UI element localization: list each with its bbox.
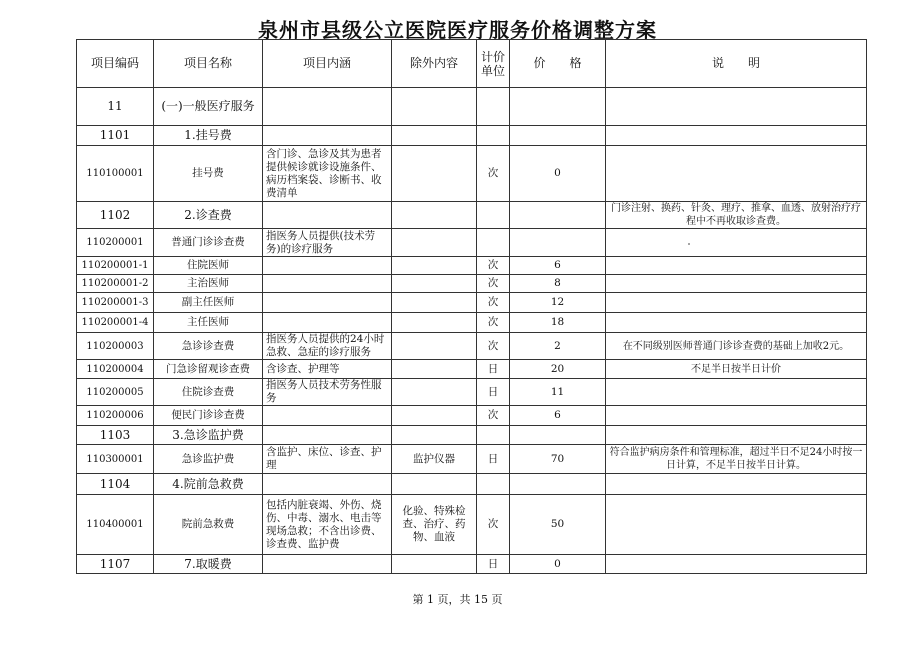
cell-excluded [392, 333, 477, 360]
cell-unit [477, 474, 510, 495]
cell-name: 4.院前急救费 [154, 474, 263, 495]
cell-name: 主任医师 [154, 313, 263, 333]
cell-price [510, 229, 606, 257]
cell-content [263, 406, 392, 426]
cell-unit [477, 126, 510, 146]
cell-content [263, 275, 392, 293]
cell-unit: 次 [477, 146, 510, 202]
cell-price: 12 [510, 293, 606, 313]
cell-price: 0 [510, 555, 606, 574]
cell-excluded [392, 379, 477, 406]
cell-excluded [392, 146, 477, 202]
cell-remarks: 门诊注射、换药、针灸、理疗、推拿、血透、放射治疗疗程中不再收取诊查费。 [606, 202, 867, 229]
cell-code: 1107 [77, 555, 154, 574]
cell-code: 1104 [77, 474, 154, 495]
cell-name: 院前急救费 [154, 495, 263, 555]
cell-code: 110300001 [77, 445, 154, 474]
cell-remarks [606, 229, 867, 257]
cell-remarks [606, 257, 867, 275]
table-row [77, 474, 867, 495]
table-row [77, 257, 867, 275]
cell-remarks [606, 406, 867, 426]
cell-unit [477, 88, 510, 126]
table-row [77, 426, 867, 445]
cell-content: 含门诊、急诊及其为患者提供候诊就诊设施条件、病历档案袋、诊断书、收费清单 [263, 146, 392, 202]
cell-excluded [392, 293, 477, 313]
header-remarks: 说 明 [606, 40, 867, 88]
cell-content [263, 313, 392, 333]
cell-excluded [392, 474, 477, 495]
cell-name: 1.挂号费 [154, 126, 263, 146]
cell-name: 急诊监护费 [154, 445, 263, 474]
cell-content [263, 293, 392, 313]
cell-price: 11 [510, 379, 606, 406]
cell-remarks [606, 293, 867, 313]
cell-remarks [606, 555, 867, 574]
cell-name: 2.诊查费 [154, 202, 263, 229]
cell-content: 指医务人员提供的24小时急救、急症的诊疗服务 [263, 333, 392, 360]
header-unit: 计价单位 [477, 40, 510, 88]
table-header-row [77, 40, 867, 88]
cell-remarks: 在不同级别医师普通门诊诊查费的基础上加收2元。 [606, 333, 867, 360]
cell-code: 110400001 [77, 495, 154, 555]
cell-price: 18 [510, 313, 606, 333]
cell-unit: 次 [477, 293, 510, 313]
table-row [77, 333, 867, 360]
cell-price: 0 [510, 146, 606, 202]
cell-name: 便民门诊诊查费 [154, 406, 263, 426]
table-row [77, 146, 867, 202]
cell-excluded: 监护仪器 [392, 445, 477, 474]
cell-unit: 次 [477, 406, 510, 426]
header-price: 价 格 [510, 40, 606, 88]
cell-price [510, 126, 606, 146]
cell-unit [477, 426, 510, 445]
cell-excluded [392, 257, 477, 275]
cell-content: 含诊查、护理等 [263, 360, 392, 379]
cell-name: 住院医师 [154, 257, 263, 275]
table-row [77, 88, 867, 126]
table-row [77, 126, 867, 146]
page-title: 泉州市县级公立医院医疗服务价格调整方案 [258, 18, 657, 42]
cell-excluded [392, 275, 477, 293]
cell-name: 门急诊留观诊查费 [154, 360, 263, 379]
cell-unit: 日 [477, 360, 510, 379]
cell-unit: 次 [477, 333, 510, 360]
cell-code: 11 [77, 88, 154, 126]
cell-content: 指医务人员提供(技术劳务)的诊疗服务 [263, 229, 392, 257]
cell-price [510, 202, 606, 229]
scan-speck [688, 243, 690, 245]
cell-name: 3.急诊监护费 [154, 426, 263, 445]
page-footer: 第 1 页，共 15 页 [412, 593, 503, 606]
cell-remarks [606, 379, 867, 406]
cell-price: 70 [510, 445, 606, 474]
cell-content [263, 126, 392, 146]
cell-content [263, 257, 392, 275]
cell-price: 6 [510, 406, 606, 426]
cell-price: 50 [510, 495, 606, 555]
cell-remarks [606, 426, 867, 445]
cell-excluded [392, 126, 477, 146]
cell-excluded [392, 202, 477, 229]
cell-price: 6 [510, 257, 606, 275]
cell-name: 主治医师 [154, 275, 263, 293]
cell-code: 110200001 [77, 229, 154, 257]
cell-code: 110200001-1 [77, 257, 154, 275]
cell-excluded [392, 555, 477, 574]
header-content: 项目内涵 [263, 40, 392, 88]
cell-remarks [606, 313, 867, 333]
cell-content [263, 202, 392, 229]
cell-content: 包括内脏衰竭、外伤、烧伤、中毒、溺水、电击等现场急救；不含出诊费、诊查费、监护费 [263, 495, 392, 555]
table-row [77, 202, 867, 229]
cell-name: 普通门诊诊查费 [154, 229, 263, 257]
cell-unit: 日 [477, 379, 510, 406]
cell-code: 110200004 [77, 360, 154, 379]
cell-content: 含监护、床位、诊查、护理 [263, 445, 392, 474]
cell-remarks [606, 495, 867, 555]
cell-content [263, 474, 392, 495]
cell-excluded [392, 426, 477, 445]
header-excluded: 除外内容 [392, 40, 477, 88]
header-code: 项目编码 [77, 40, 154, 88]
table-row [77, 229, 867, 257]
cell-remarks [606, 146, 867, 202]
cell-code: 1101 [77, 126, 154, 146]
cell-unit: 次 [477, 257, 510, 275]
table-row [77, 495, 867, 555]
cell-excluded [392, 229, 477, 257]
cell-code: 110200001-3 [77, 293, 154, 313]
table-row [77, 555, 867, 574]
table-row [77, 313, 867, 333]
cell-code: 110200001-4 [77, 313, 154, 333]
cell-unit [477, 202, 510, 229]
table-row [77, 293, 867, 313]
cell-remarks: 不足半日按半日计价 [606, 360, 867, 379]
cell-price [510, 474, 606, 495]
cell-price: 2 [510, 333, 606, 360]
cell-code: 110100001 [77, 146, 154, 202]
cell-excluded [392, 88, 477, 126]
cell-price: 8 [510, 275, 606, 293]
cell-code: 1103 [77, 426, 154, 445]
price-table [76, 39, 867, 574]
table-row [77, 406, 867, 426]
cell-unit: 次 [477, 313, 510, 333]
cell-unit: 次 [477, 275, 510, 293]
cell-unit [477, 229, 510, 257]
cell-content: 指医务人员技术劳务性服务 [263, 379, 392, 406]
cell-code: 110200006 [77, 406, 154, 426]
cell-code: 1102 [77, 202, 154, 229]
cell-excluded: 化验、特殊检查、治疗、药物、血液 [392, 495, 477, 555]
table-row [77, 445, 867, 474]
cell-name: 急诊诊查费 [154, 333, 263, 360]
cell-content [263, 426, 392, 445]
cell-remarks [606, 275, 867, 293]
cell-code: 110200005 [77, 379, 154, 406]
cell-remarks [606, 126, 867, 146]
cell-unit: 日 [477, 555, 510, 574]
cell-name: 7.取暖费 [154, 555, 263, 574]
table-row [77, 379, 867, 406]
cell-unit: 日 [477, 445, 510, 474]
cell-unit: 次 [477, 495, 510, 555]
cell-price [510, 426, 606, 445]
cell-excluded [392, 313, 477, 333]
cell-name: (一)一般医疗服务 [154, 88, 263, 126]
cell-price: 20 [510, 360, 606, 379]
cell-content [263, 555, 392, 574]
cell-code: 110200001-2 [77, 275, 154, 293]
cell-remarks [606, 474, 867, 495]
table-row [77, 275, 867, 293]
table-row [77, 360, 867, 379]
cell-name: 副主任医师 [154, 293, 263, 313]
header-name: 项目名称 [154, 40, 263, 88]
cell-excluded [392, 360, 477, 379]
cell-remarks: 符合监护病房条件和管理标准，超过半日不足24小时按一日计算，不足半日按半日计算。 [606, 445, 867, 474]
cell-name: 挂号费 [154, 146, 263, 202]
cell-name: 住院诊查费 [154, 379, 263, 406]
cell-code: 110200003 [77, 333, 154, 360]
cell-content [263, 88, 392, 126]
cell-price [510, 88, 606, 126]
cell-excluded [392, 406, 477, 426]
cell-remarks [606, 88, 867, 126]
